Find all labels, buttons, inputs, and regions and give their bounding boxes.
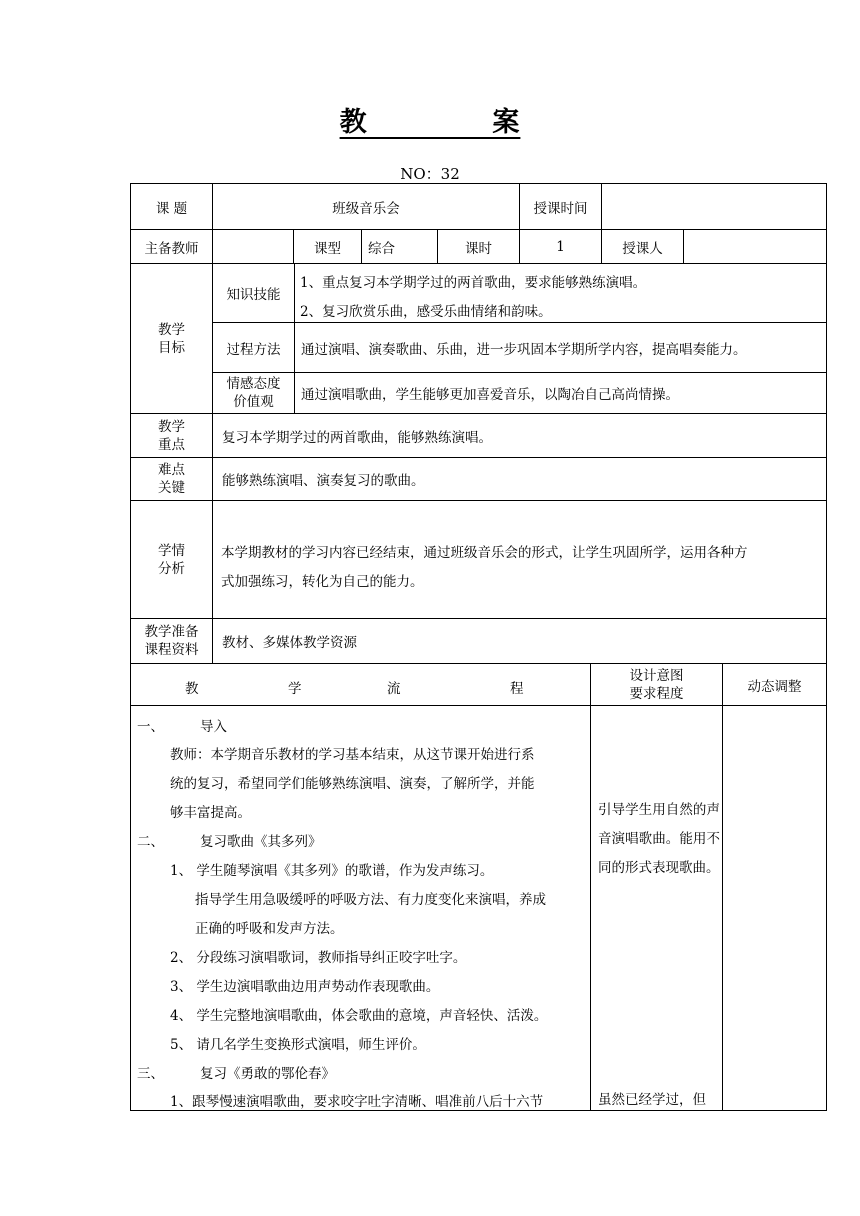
- hours-value: 1: [556, 238, 565, 255]
- design-note: 引导学生用自然的声音演唱歌曲。能用不同的形式表现歌曲。: [598, 802, 720, 876]
- design-note: 虽然已经学过，但: [598, 1092, 706, 1108]
- paragraph-line: 教师：本学期音乐教材的学习基本结束，从这节课开始进行系: [170, 747, 535, 763]
- time-value: [602, 184, 826, 229]
- section-number: 三、: [137, 1066, 164, 1082]
- knowledge-item: 2、复习欣赏乐曲，感受乐曲情绪和韵味。: [300, 304, 552, 320]
- flow-header: 教 学 流 程: [185, 681, 524, 697]
- section-title: 复习《勇敢的鄂伦春》: [200, 1066, 335, 1082]
- emotion-value: 通过演唱歌曲，学生能够更加喜爱音乐，以陶冶自己高尚情操。: [301, 387, 679, 403]
- difficulty-value: 能够熟练演唱、演奏复习的歌曲。: [222, 473, 425, 489]
- list-item: 1、跟琴慢速演唱歌曲，要求咬字吐字清晰、唱准前八后十六节: [170, 1094, 544, 1110]
- goals-label: 教学 目标: [158, 321, 185, 356]
- topic-value: 班级音乐会: [332, 200, 400, 217]
- type-label: 课型: [314, 240, 341, 257]
- time-label: 授课时间: [533, 200, 588, 217]
- section-number: 二、: [137, 834, 164, 850]
- teacher-label: 主备教师: [144, 240, 199, 257]
- list-item: 指导学生用急吸缓呼的呼吸方法、有力度变化来演唱，养成: [195, 892, 546, 908]
- document-number: NO：32: [400, 165, 460, 183]
- type-value: 综合: [368, 240, 395, 257]
- list-item: 5、 请几名学生变换形式演唱，师生评价。: [170, 1037, 426, 1053]
- emotion-label: 情感态度 价值观: [226, 376, 281, 410]
- hours-label: 课时: [465, 240, 492, 257]
- section-number: 一、: [137, 719, 164, 735]
- difficulty-label: 难点 关键: [158, 462, 185, 496]
- paragraph-line: 够丰富提高。: [170, 805, 251, 821]
- prep-value: 教材、多媒体教学资源: [222, 635, 357, 651]
- lecturer-label: 授课人: [622, 240, 663, 257]
- knowledge-items: [295, 264, 826, 322]
- knowledge-label: 知识技能: [226, 287, 281, 303]
- focus-value: 复习本学期学过的两首歌曲，能够熟练演唱。: [222, 429, 492, 446]
- lecturer-value: [684, 230, 826, 263]
- teaching-flow: [131, 706, 589, 1110]
- section-title: 导入: [200, 719, 227, 735]
- document-title: 教 案: [339, 107, 521, 138]
- analysis-label: 学情 分析: [158, 542, 185, 577]
- design-header: 设计意图 要求程度: [629, 667, 684, 702]
- analysis-value: 本学期教材的学习内容已经结束，通过班级音乐会的形式，让学生巩固所学，运用各种方 式加强练习，转化为自己的能力。: [221, 545, 748, 590]
- adjust-header: 动态调整: [747, 678, 802, 695]
- knowledge-item: 1、重点复习本学期学过的两首歌曲，要求能够熟练演唱。: [300, 275, 647, 291]
- prep-label: 教学准备 课程资料: [144, 624, 199, 658]
- teacher-value: [213, 230, 293, 263]
- focus-label: 教学 重点: [158, 418, 185, 453]
- list-item: 2、 分段练习演唱歌词，教师指导纠正咬字吐字。: [170, 950, 467, 966]
- list-item: 正确的呼吸和发声方法。: [195, 921, 344, 937]
- section-title: 复习歌曲《其多列》: [200, 834, 322, 850]
- list-item: 3、 学生边演唱歌曲边用声势动作表现歌曲。: [170, 979, 440, 995]
- paragraph-line: 统的复习，希望同学们能够熟练演唱、演奏，了解所学，并能: [170, 776, 535, 792]
- list-item: 4、 学生完整地演唱歌曲，体会歌曲的意境，声音轻快、活泼。: [170, 1008, 548, 1024]
- topic-label: 课 题: [155, 200, 188, 217]
- process-label: 过程方法: [226, 341, 281, 358]
- process-value: 通过演唱、演奏歌曲、乐曲，进一步巩固本学期所学内容，提高唱奏能力。: [301, 341, 747, 358]
- list-item: 1、 学生随琴演唱《其多列》的歌谱，作为发声练习。: [170, 863, 494, 879]
